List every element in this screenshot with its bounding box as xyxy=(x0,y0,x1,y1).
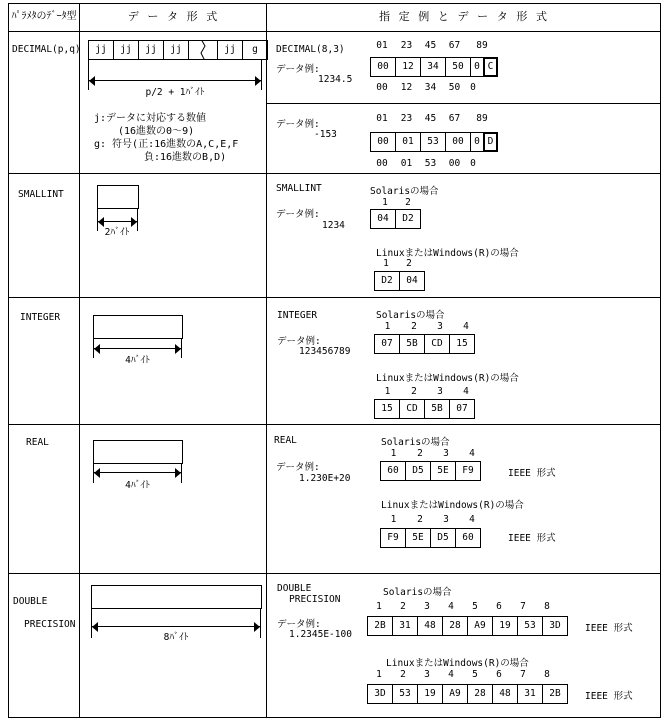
digit-label: 12 xyxy=(400,82,413,93)
byte-cell: 48 xyxy=(492,684,518,704)
decimal-cell: jj xyxy=(113,40,139,60)
smallint-dim-label: 2ﾊﾞｲﾄ xyxy=(104,227,130,238)
byte-index: 4 xyxy=(448,601,454,612)
decimal-ex1-label: データ例: xyxy=(276,64,320,75)
double-linux-format: IEEE 形式 xyxy=(585,691,633,702)
byte-cell: D2 xyxy=(374,271,400,291)
byte-cell: D5 xyxy=(430,528,456,548)
digit-label: 0 xyxy=(470,82,476,93)
digit-label: 23 xyxy=(400,113,413,124)
real-linux-bytes xyxy=(380,528,481,548)
byte-cell: 28 xyxy=(467,684,493,704)
byte-index: 6 xyxy=(496,601,502,612)
digit-label: 67 xyxy=(448,113,461,124)
byte-cell: 07 xyxy=(449,399,475,419)
decimal-ex1-top-digits xyxy=(370,40,497,51)
decimal-ex1-bytes xyxy=(370,57,498,77)
byte-index: 3 xyxy=(424,669,430,680)
byte-index: 1 xyxy=(390,514,397,525)
integer-solaris-title: Solarisの場合 xyxy=(376,310,445,321)
double-solaris-bytes xyxy=(367,616,568,636)
byte-cell: 5B xyxy=(399,334,425,354)
real-dimension-arrow xyxy=(94,472,181,473)
decimal-note-j2: (16進数の0～9) xyxy=(118,126,195,137)
digit-label: 01 xyxy=(376,40,388,51)
byte-cell: 50 xyxy=(445,57,471,77)
break-mark-icon xyxy=(189,41,217,59)
decimal-type-label: DECIMAL(p,q) xyxy=(12,44,81,55)
real-dim-label: 4ﾊﾞｲﾄ xyxy=(125,480,150,491)
byte-cell: 3D xyxy=(367,684,393,704)
real-solaris-title: Solarisの場合 xyxy=(381,437,450,448)
decimal-dimension-arrow xyxy=(89,80,261,81)
decimal-spec: DECIMAL(8,3) xyxy=(276,44,345,55)
byte-index: 1 xyxy=(384,386,391,397)
byte-cell: 04 xyxy=(399,271,425,291)
real-spec: REAL xyxy=(274,435,297,446)
decimal-cell: jj xyxy=(88,40,114,60)
double-dim-label: 8ﾊﾞｲﾄ xyxy=(163,632,189,643)
byte-index: 3 xyxy=(437,386,443,397)
byte-index: 2 xyxy=(411,386,417,397)
byte-index: 4 xyxy=(469,514,475,525)
byte-index: 6 xyxy=(496,669,502,680)
digit-label: 00 xyxy=(376,158,388,169)
digit-label: 0 xyxy=(470,158,476,169)
integer-ex-value: 123456789 xyxy=(299,346,351,357)
smallint-solaris-title: Solarisの場合 xyxy=(370,186,439,197)
double-ex-value: 1.2345E-100 xyxy=(289,629,352,640)
digit-label: 23 xyxy=(400,40,413,51)
byte-index: 2 xyxy=(417,448,423,459)
smallint-type-label: SMALLINT xyxy=(18,189,64,200)
decimal-note-g2: 負:16進数のB,D) xyxy=(144,152,227,163)
byte-index: 1 xyxy=(390,448,397,459)
byte-index: 8 xyxy=(544,669,550,680)
byte-cell: 00 xyxy=(370,57,396,77)
decimal-ex2-label: データ例: xyxy=(276,119,320,130)
byte-cell: D5 xyxy=(405,461,431,481)
byte-cell: 48 xyxy=(417,616,443,636)
byte-cell: 2B xyxy=(542,684,568,704)
integer-format-box xyxy=(93,315,183,339)
byte-index: 1 xyxy=(376,669,382,680)
integer-dimension-arrow xyxy=(94,348,181,349)
byte-index: 5 xyxy=(472,669,478,680)
byte-cell: D2 xyxy=(395,209,421,229)
real-solaris-bytes xyxy=(380,461,481,481)
double-solaris-format: IEEE 形式 xyxy=(585,623,633,634)
byte-cell: 00 xyxy=(370,132,396,152)
integer-ex-label: データ例: xyxy=(277,336,321,347)
smallint-ex-value: 1234 xyxy=(322,220,345,231)
header-param-type: ﾊﾟﾗﾒﾀのﾃﾞｰﾀ型 xyxy=(11,11,77,22)
smallint-linux-bytes xyxy=(374,271,425,291)
digit-label: 00 xyxy=(376,82,388,93)
byte-index: 1 xyxy=(376,601,382,612)
byte-index: 2 xyxy=(411,321,417,332)
byte-cell: 0 xyxy=(470,57,484,77)
decimal-cell: jj xyxy=(138,40,164,60)
double-linux-bytes xyxy=(367,684,568,704)
digit-label: 45 xyxy=(424,113,437,124)
byte-cell: F9 xyxy=(380,528,406,548)
byte-cell: 5B xyxy=(424,399,450,419)
real-type-label: REAL xyxy=(26,437,49,448)
digit-label: 89 xyxy=(476,113,488,124)
byte-index: 2 xyxy=(400,601,406,612)
digit-label: 01 xyxy=(400,158,413,169)
byte-index: 7 xyxy=(520,601,526,612)
digit-label: 01 xyxy=(376,113,388,124)
byte-index: 3 xyxy=(443,514,449,525)
byte-cell: A9 xyxy=(467,616,493,636)
byte-cell: 53 xyxy=(392,684,418,704)
byte-cell: 07 xyxy=(374,334,400,354)
digit-label: 00 xyxy=(448,158,461,169)
byte-index: 4 xyxy=(463,386,469,397)
double-linux-title: LinuxまたはWindows(R)の場合 xyxy=(386,658,529,669)
double-dimension-arrow xyxy=(92,626,260,627)
real-linux-title: LinuxまたはWindows(R)の場合 xyxy=(381,500,524,511)
integer-linux-title: LinuxまたはWindows(R)の場合 xyxy=(376,373,519,384)
byte-cell: A9 xyxy=(442,684,468,704)
sign-cell: D xyxy=(483,132,498,152)
decimal-break-cell xyxy=(188,40,218,60)
double-type-label-1: DOUBLE xyxy=(13,596,48,607)
byte-cell: 12 xyxy=(395,57,421,77)
byte-index: 3 xyxy=(437,321,443,332)
decimal-ex1-bottom-digits xyxy=(370,82,479,93)
byte-cell: 5E xyxy=(405,528,431,548)
integer-spec: INTEGER xyxy=(277,310,318,321)
byte-index: 4 xyxy=(469,448,475,459)
byte-cell: 00 xyxy=(445,132,471,152)
integer-type-label: INTEGER xyxy=(20,312,61,323)
byte-cell: 5E xyxy=(430,461,456,481)
byte-index: 4 xyxy=(463,321,469,332)
decimal-note-g: g: 符号(正:16進数のA,C,E,F xyxy=(94,139,239,150)
byte-cell: CD xyxy=(424,334,450,354)
integer-linux-bytes xyxy=(374,399,475,419)
byte-index: 2 xyxy=(400,669,406,680)
byte-index: 7 xyxy=(520,669,526,680)
byte-cell: 53 xyxy=(517,616,543,636)
byte-cell: 53 xyxy=(420,132,446,152)
real-solaris-format: IEEE 形式 xyxy=(508,468,556,479)
real-ex-label: データ例: xyxy=(276,462,320,473)
byte-cell: 01 xyxy=(395,132,421,152)
integer-solaris-bytes xyxy=(374,334,475,354)
double-spec-1: DOUBLE xyxy=(277,583,312,594)
byte-cell: 0 xyxy=(470,132,484,152)
real-format-box xyxy=(93,440,183,464)
smallint-dimension-arrow xyxy=(98,221,137,222)
sign-cell: C xyxy=(483,57,498,77)
real-linux-format: IEEE 形式 xyxy=(508,533,556,544)
smallint-linux-title: LinuxまたはWindows(R)の場合 xyxy=(376,248,519,259)
double-ex-label: データ例: xyxy=(277,619,321,630)
byte-cell: 34 xyxy=(420,57,446,77)
digit-label: 34 xyxy=(424,82,437,93)
digit-label: 45 xyxy=(424,40,437,51)
decimal-dim-label: p/2 + 1ﾊﾞｲﾄ xyxy=(145,87,205,98)
decimal-note-j: j:データに対応する数値 xyxy=(94,113,207,124)
decimal-ex1-value: 1234.5 xyxy=(318,74,353,85)
byte-index: 1 xyxy=(384,321,391,332)
digit-label: 67 xyxy=(448,40,461,51)
byte-cell: 15 xyxy=(374,399,400,419)
byte-index: 1 xyxy=(382,197,388,208)
decimal-cell: jj xyxy=(163,40,189,60)
byte-cell: 19 xyxy=(417,684,443,704)
byte-cell: CD xyxy=(399,399,425,419)
smallint-solaris-bytes xyxy=(370,209,421,229)
byte-cell: 31 xyxy=(517,684,543,704)
byte-cell: 04 xyxy=(370,209,396,229)
byte-index: 3 xyxy=(443,448,449,459)
byte-cell: 2B xyxy=(367,616,393,636)
byte-index: 2 xyxy=(406,258,412,269)
decimal-ex2-bottom-digits xyxy=(370,158,479,169)
digit-label: 50 xyxy=(448,82,461,93)
byte-index: 3 xyxy=(424,601,430,612)
header-spec-example: 指 定 例 と デ ー タ 形 式 xyxy=(379,10,548,23)
byte-index: 4 xyxy=(448,669,454,680)
decimal-cell: g xyxy=(242,40,268,60)
double-spec-2: PRECISION xyxy=(289,594,341,605)
double-type-label-2: PRECISION xyxy=(24,619,76,630)
byte-cell: 3D xyxy=(542,616,568,636)
byte-index: 2 xyxy=(405,197,411,208)
double-format-box xyxy=(91,585,262,609)
byte-cell: 28 xyxy=(442,616,468,636)
decimal-ex2-top-digits xyxy=(370,113,497,124)
byte-cell: 60 xyxy=(455,528,481,548)
smallint-format-box xyxy=(97,185,139,209)
byte-cell: F9 xyxy=(455,461,481,481)
decimal-format-boxes xyxy=(88,40,268,60)
smallint-spec: SMALLINT xyxy=(276,183,322,194)
digit-label: 89 xyxy=(476,40,488,51)
header-data-format: デ ー タ 形 式 xyxy=(127,10,219,23)
double-solaris-title: Solarisの場合 xyxy=(383,587,452,598)
byte-cell: 60 xyxy=(380,461,406,481)
byte-cell: 15 xyxy=(449,334,475,354)
byte-cell: 31 xyxy=(392,616,418,636)
decimal-ex2-bytes xyxy=(370,132,498,152)
byte-cell: 19 xyxy=(492,616,518,636)
smallint-ex-label: データ例: xyxy=(276,209,320,220)
decimal-cell: jj xyxy=(217,40,243,60)
byte-index: 5 xyxy=(472,601,478,612)
real-ex-value: 1.230E+20 xyxy=(299,473,351,484)
byte-index: 8 xyxy=(544,601,550,612)
digit-label: 53 xyxy=(424,158,437,169)
byte-index: 1 xyxy=(383,258,389,269)
integer-dim-label: 4ﾊﾞｲﾄ xyxy=(125,355,150,366)
byte-index: 2 xyxy=(417,514,423,525)
decimal-ex2-value: -153 xyxy=(314,129,337,140)
